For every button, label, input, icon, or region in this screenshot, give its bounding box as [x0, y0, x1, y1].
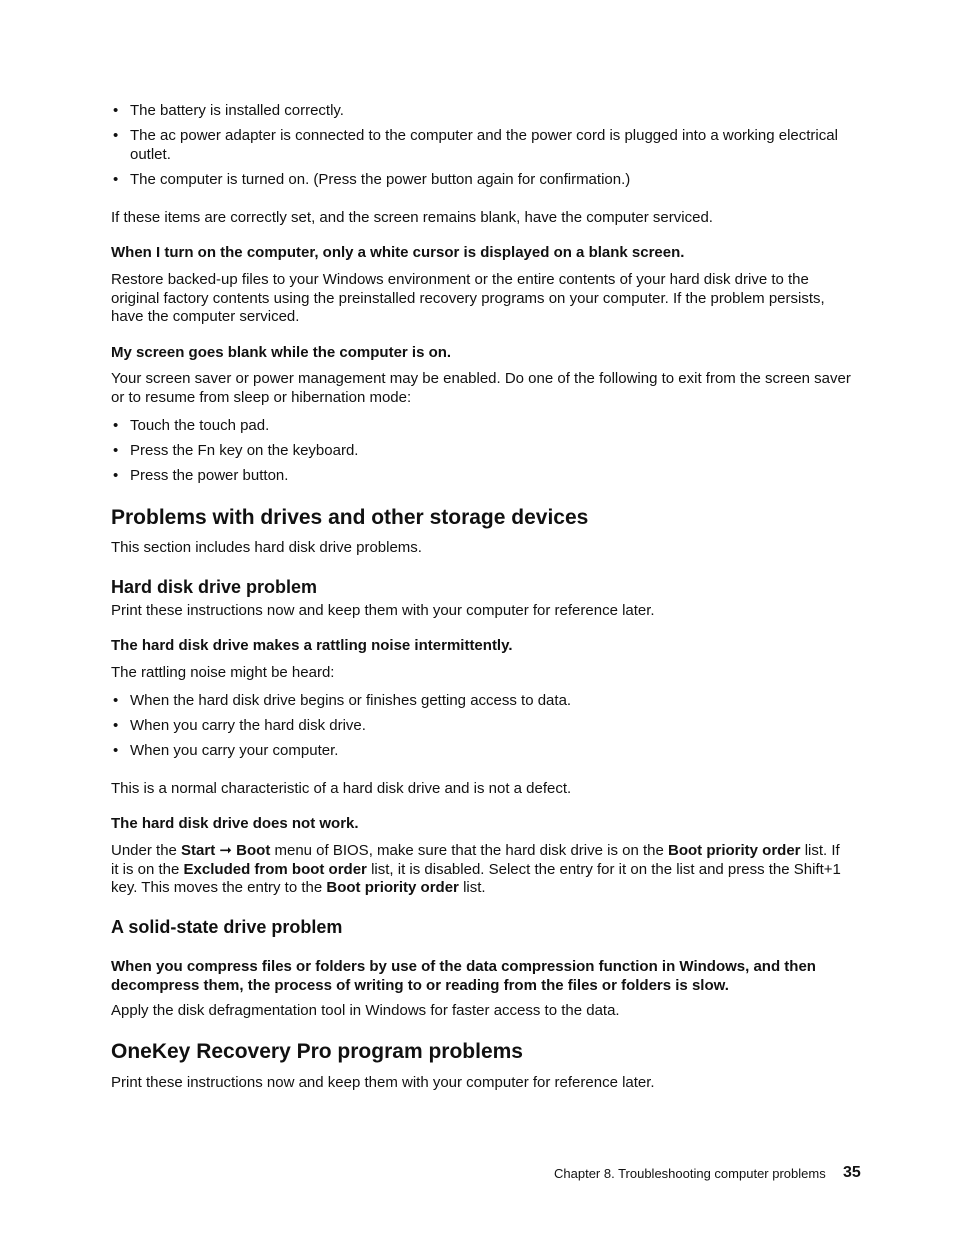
problem-heading: The hard disk drive makes a rattling noise intermittently.	[111, 637, 513, 654]
problem-heading: The hard disk drive does not work.	[111, 815, 359, 832]
paragraph: Print these instructions now and keep them with your computer for reference later.	[111, 1074, 655, 1091]
bullet: •	[113, 442, 119, 459]
list-name: Boot priority order	[326, 879, 459, 896]
paragraph	[111, 842, 851, 898]
bullet: •	[113, 417, 119, 434]
problem-heading: When I turn on the computer, only a white cursor is displayed on a blank screen.	[111, 244, 685, 261]
problem-heading: My screen goes blank while the computer is on.	[111, 344, 452, 361]
paragraph: Your screen saver or power management may be enabled. Do one of the following to exit from the screen saver or to resume from sleep or hibernation mode:	[111, 370, 851, 406]
problem-heading: When you compress files or folders by use of the data compression function in Windows, and then decompress them, the process of writing to or reading from the files or folders is slow.	[111, 958, 816, 994]
list-item-text: Touch the touch pad.	[130, 417, 270, 434]
paragraph: This section includes hard disk drive problems.	[111, 539, 422, 556]
bullet: •	[113, 692, 119, 709]
text-run: menu of BIOS, make sure that the hard disk drive is on the	[270, 842, 669, 859]
list-name: Boot priority order	[668, 842, 801, 859]
paragraph: Restore backed-up files to your Windows environment or the entire contents of your hard disk drive to the original factory contents using the preinstalled recovery programs on your computer. If the problem persists, have the computer serviced.	[111, 271, 825, 325]
section-title: OneKey Recovery Pro program problems	[111, 1040, 523, 1063]
subsection-title: A solid-state drive problem	[111, 917, 343, 937]
footer-chapter: Chapter 8. Troubleshooting computer problems	[554, 1166, 826, 1181]
paragraph: The rattling noise might be heard:	[111, 664, 335, 681]
list-item-text: When the hard disk drive begins or finishes getting access to data.	[130, 692, 572, 709]
list-item-text: The battery is installed correctly.	[130, 102, 344, 119]
list-item	[111, 742, 851, 761]
subsection-title: Hard disk drive problem	[111, 577, 318, 597]
list-item-text: When you carry the hard disk drive.	[130, 717, 366, 734]
list-item	[111, 467, 851, 486]
list-item	[111, 717, 851, 736]
list-item	[111, 417, 851, 436]
list-item	[111, 102, 851, 121]
paragraph: If these items are correctly set, and the screen remains blank, have the computer serviced.	[111, 209, 713, 226]
list-name: Excluded from boot order	[183, 860, 367, 878]
bullet: •	[113, 717, 119, 734]
paragraph: Print these instructions now and keep them with your computer for reference later.	[111, 602, 655, 619]
arrow-right-icon: ➞	[219, 842, 232, 859]
text-run: list.	[458, 879, 486, 896]
list-item	[111, 171, 851, 190]
list-item	[111, 127, 851, 164]
paragraph: Apply the disk defragmentation tool in Windows for faster access to the data.	[111, 1002, 620, 1019]
page-number: 35	[843, 1164, 861, 1181]
list-item-text: Press the Fn key on the keyboard.	[130, 442, 359, 459]
bullet: •	[113, 467, 119, 484]
bullet: •	[113, 171, 119, 188]
text-run: list. If it is on the	[111, 842, 840, 878]
list-item	[111, 442, 851, 461]
menu-name: Boot	[236, 842, 271, 859]
text-run: Under the	[111, 842, 182, 859]
list-item-text: The computer is turned on. (Press the power button again for confirmation.)	[130, 171, 631, 188]
text-run: list, it is disabled. Select the entry for it on the list and press the Shift+1 key. This moves the entry to the	[111, 860, 841, 896]
paragraph: This is a normal characteristic of a hard disk drive and is not a defect.	[111, 780, 572, 797]
list-item	[111, 692, 851, 711]
list-item-text: When you carry your computer.	[130, 742, 339, 759]
list-item-text: Press the power button.	[130, 467, 289, 484]
bullet: •	[113, 127, 119, 144]
bullet: •	[113, 742, 119, 759]
menu-name: Start	[181, 842, 216, 859]
section-title: Problems with drives and other storage devices	[111, 506, 589, 529]
bullet: •	[113, 102, 119, 119]
list-item-text: The ac power adapter is connected to the computer and the power cord is plugged into a working electrical outlet.	[130, 127, 838, 163]
